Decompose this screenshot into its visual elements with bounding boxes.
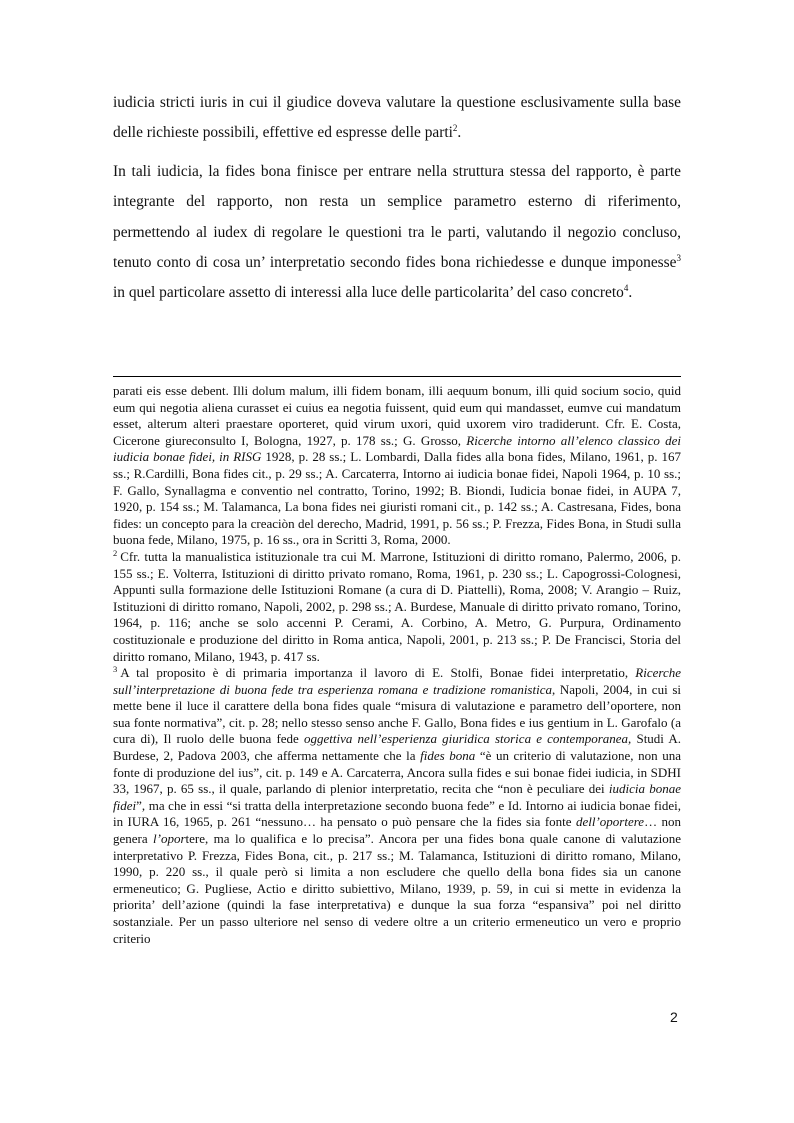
paragraph-2	[113, 157, 681, 309]
footnote-text: 1928, p. 28 ss.; L. Lombardi, Dalla fides alla bona fides, Milano, 1961, p. 167 ss.; R.Cardilli, Bona fides cit., p. 29 ss.; A. Carcaterra, Intorno ai iudicia bonae fidei, Napoli 1964, p. 10 ss.; F. Gallo, Synallagma e conventio nel contratto, Torino, 1992; B. Biondi, Iudicia bonae fidei, in AUPA 7, 1920, p. 154 ss.; M. Talamanca, La bona fides nei giuristi romani cit., p. 142 ss.; A. Castresana, Fides, bona fides: un concepto para la creaciòn del derecho, Madrid, 1991, p. 56 ss.; P. Frezza, Fides Bona, in Studi sulla buona fede, Milano, 1975, p. 16 ss., ora in Scritti 3, Roma, 2000.	[113, 449, 681, 548]
footnote-text: “è un criterio di valutazione, non una fonte di produzione del ius”, cit. p. 149 e A. Carcaterra, Ancora sulla fides e sui bonae fidei iudicia, in SDHI 33, 1967, p. 65 ss., il quale, parlando di plenior interpretatio, recita che “non è peculiare dei	[113, 748, 681, 797]
footnote-italic: Ricerche intorno all’elenco classico dei iudicia bonae fidei, in RISG	[113, 432, 681, 465]
paragraph-2-text-a: In tali iudicia, la fides bona finisce per entrare nella struttura stessa del rapporto, è parte integrante del rapporto, non resta un semplice parametro esterno di riferimento, permettendo al iudex di regolare le questioni tra le parti, valutando il negozio concluso, tenuto conto di cosa un’ interpretatio secondo fides bona richiedesse e dunque imponesse	[113, 162, 681, 272]
footnote-italic: fides bona	[420, 748, 476, 764]
footnote-number: 3	[113, 663, 118, 674]
footnote-text: , Napoli, 2004, in cui si mette bene il luce il carattere della bona fides quale “misura di valutazione e parametro dell’oportere, non sua fonte normativa”, cit. p. 28; nello stesso senso anche F. Gallo, Bona fides e ius gentium in L. Garofalo (a cura di), Il ruolo delle buona fede	[113, 681, 682, 747]
footnote-ref-2[interactable]: 2	[452, 123, 458, 134]
footnotes	[113, 383, 681, 947]
footnote-ref-4[interactable]: 4	[623, 283, 629, 294]
footnote-italic: dell’oportere	[575, 814, 645, 830]
footnote-separator	[113, 376, 681, 377]
paragraph-2-end: .	[628, 284, 633, 302]
footnote-text: Studi A. Burdese, 2, Padova 2003, che afferma nettamente che la	[113, 731, 681, 764]
paragraph-1	[113, 88, 681, 149]
footnote-ref-3[interactable]: 3	[676, 252, 681, 263]
footnote-2	[113, 549, 681, 665]
footnote-continued	[113, 383, 681, 549]
page-number: 2	[670, 1009, 678, 1025]
footnote-number: 2	[113, 547, 118, 558]
paragraph-1-end: .	[457, 124, 462, 142]
footnote-italic: oggettiva nell’esperienza giuridica storica e contemporanea,	[304, 731, 632, 747]
footnote-text: tere, ma lo qualifica e lo precisa”. Ancora per una fides bona quale canone di valutazione interpretativo P. Frezza, Fides Bona, cit., p. 217 ss.; M. Talamanca, Istituzioni di diritto romano, Milano, 1990, p. 220 ss., il quale però si limita a non escludere che quello della bona fides sia un canone ermeneutico; G. Pugliese, Actio e diritto subiettivo, Milano, 1939, p. 59, in cui si mette in evidenza la priorita’ dell’azione (quindi la fase interpretativa) e dunque la sua forza “espansiva” poi nel diritto sostanziale. Per un passo ulteriore nel senso di vedere oltre a un criterio ermeneutico un vero e proprio criterio	[113, 831, 681, 946]
footnote-text: A tal proposito è di primaria importanza il lavoro di E. Stolfi, Bonae fidei interpretatio,	[120, 665, 636, 681]
footnote-text: Cfr. tutta la manualistica istituzionale tra cui M. Marrone, Istituzioni di diritto romano, Palermo, 2006, p. 155 ss.; E. Volterra, Istituzioni di diritto privato romano, Roma, 1961, p. 230 ss.; L. Capogrossi-Colognesi, Appunti sulla formazione delle Istituzioni Romane (a cura di D. Piattelli), Roma, 2008; V. Arangio – Ruiz, Istituzioni di diritto romano, Napoli, 2002, p. 298 ss.; A. Burdese, Manuale di diritto privato romano, Torino, 1964, p. 116; anche se solo accenni P. Cerami, A. Corbino, A. Metro, G. Purpura, Ordinamento costituzionale e produzione del diritto in Roma antica, Napoli, 2001, p. 213 ss.; P. De Francisci, Storia del diritto romano, Milano, 1943, p. 417 ss.	[113, 548, 681, 664]
footnote-text: … non genera	[113, 814, 681, 847]
body-text	[113, 88, 681, 309]
footnote-italic: Ricerche sull’interpretazione di buona fede tra esperienza romana e tradizione romanistica	[113, 665, 681, 697]
footnote-text: parati eis esse debent. Illi dolum malum, illi fidem bonam, illi aequum bonum, illi quid socium socio, quid eum qui negotia aliena curasset ei cuius ea negotia fuissent, quid eum qui mandasset, eumve cui mandatum esset, alterum alteri praestare oporteret, quid virum uxori, quid uxorem viro tradiderunt. Cfr. E. Costa, Cicerone giureconsulto I, Bologna, 1927, p. 178 ss.; G. Grosso,	[113, 383, 681, 448]
paragraph-1-text: iudicia stricti iuris in cui il giudice doveva valutare la questione esclusivamente sulla base delle richieste possibili, effettive ed espresse delle parti	[113, 94, 681, 142]
footnote-text: ”, ma che in essi “si tratta della interpretazione secondo buona fede” e Id. Intorno ai iudicia bonae fidei, in IURA 16, 1965, p. 261 “nessuno… ha pensato o può pensare che la fides sia fonte	[113, 797, 681, 830]
paragraph-2-text-b: in quel particolare assetto di interessi alla luce delle particolarita’ del caso concreto	[113, 284, 624, 302]
footnote-3	[113, 665, 681, 947]
footnote-italic: iudicia bonae fidei	[113, 781, 681, 813]
footnote-italic: l’opor	[153, 831, 186, 847]
